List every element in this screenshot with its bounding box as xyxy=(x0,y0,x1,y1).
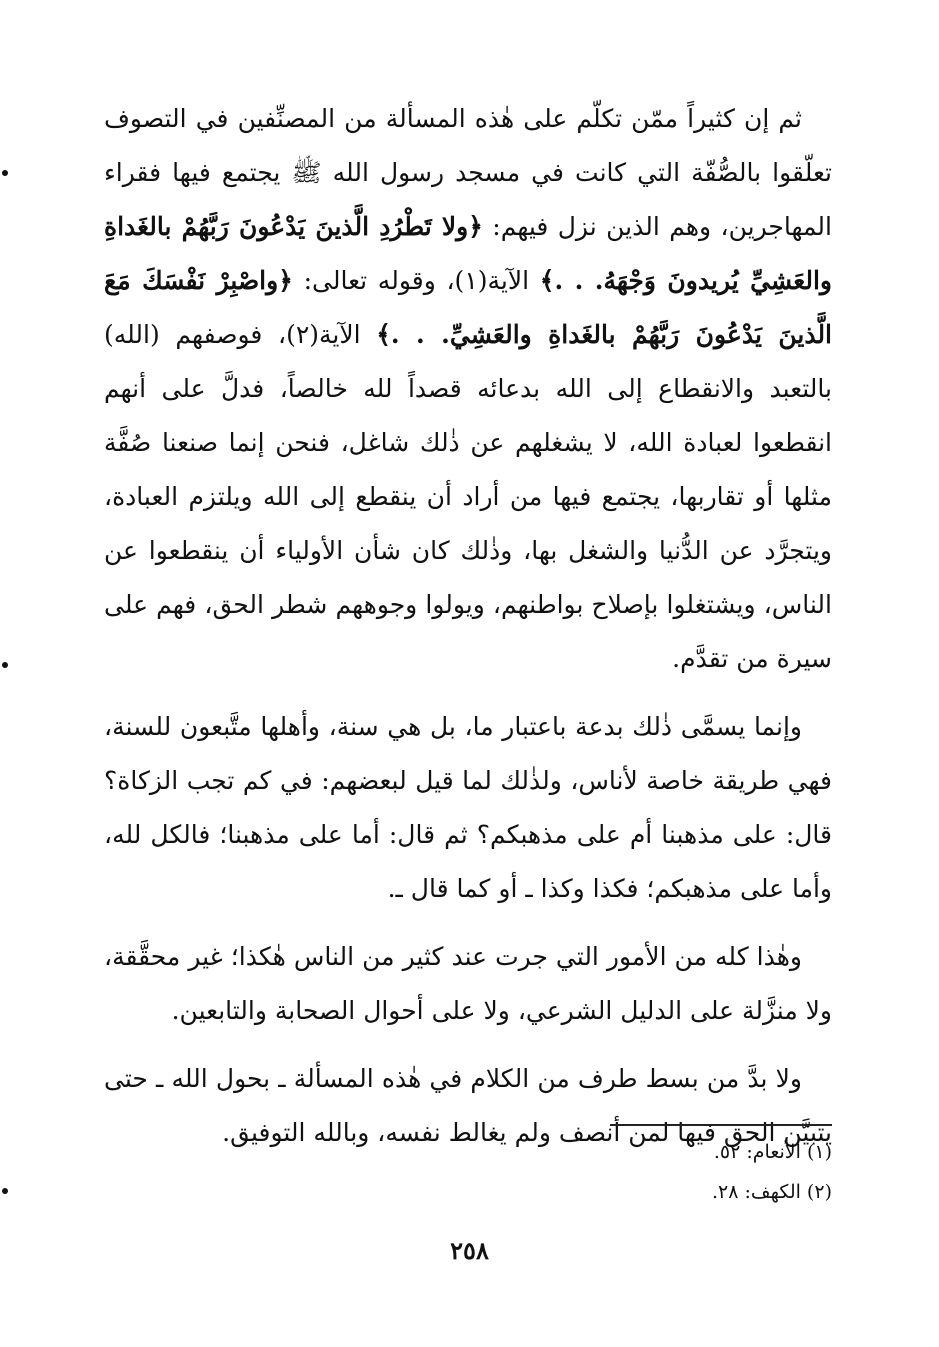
text-segment: ولا بدَّ من بسط طرف من الكلام في هٰذه المسألة ـ بحول الله ـ حتى يتبيَّن الحق فيها لمن أنصف ولم يغالط نفسه، وبالله التوفيق. xyxy=(104,1064,832,1147)
text-segment: الآية(٢)، فوصفهم (الله) بالتعبد والانقطاع إلى الله بدعائه قصداً لله خالصاً، فدلَّ على أنهم انقطعوا لعبادة الله، لا يشغلهم عن ذٰلك شاغل، فنحن إنما صنعنا صُفَّة مثلها أو تقاربها، يجتمع فيها من أراد أن ينقطع إلى الله ويلتزم العبادة، ويتجرَّد عن الدُّنيا والشغل بها، وذٰلك كان شأن الأولياء أن ينقطعوا عن الناس، ويشتغلوا بإصلاح بواطنهم، ويولوا وجوههم شطر الحق، فهم على سيرة من تقدَّم. xyxy=(104,320,832,673)
text-segment: وهٰذا كله من الأمور التي جرت عند كثير من الناس هٰكذا؛ غير محقَّقة، ولا منزَّلة على الدليل الشرعي، ولا على أحوال الصحابة والتابعين. xyxy=(104,942,832,1025)
scan-mark xyxy=(2,170,8,176)
footnote-separator xyxy=(610,1124,832,1126)
main-text xyxy=(104,92,832,1174)
paragraph xyxy=(104,930,832,1038)
scan-mark xyxy=(2,662,8,668)
paragraph xyxy=(104,92,832,686)
quran-verse: ﴿واصْبِرْ نَفْسَكَ مَعَ الَّذينَ يَدْعُونَ رَبَّهُمْ بالغَداةِ والعَشِيِّ. . .﴾ xyxy=(104,266,833,349)
footnote: (٢) الكهف: ٢٨. xyxy=(712,1181,832,1203)
scan-mark xyxy=(2,1188,8,1194)
text-segment: ثم إن كثيراً ممّن تكلّم على هٰذه المسألة من المصنِّفين في التصوف تعلّقوا بالصُّفّة التي كانت في مسجد رسول الله ﷺ يجتمع فيها فقراء المهاجرين، وهم الذين نزل فيهم: xyxy=(104,104,832,241)
footnote: (١) الأنعام: ٥٢. xyxy=(713,1141,832,1163)
page-number: ٢٥٨ xyxy=(450,1236,489,1265)
text-segment: وإنما يسمَّى ذٰلك بدعة باعتبار ما، بل هي سنة، وأهلها متَّبعون للسنة، فهي طريقة خاصة لأناس، ولذٰلك لما قيل لبعضهم: في كم تجب الزكاة؟ قال: على مذهبنا أم على مذهبكم؟ ثم قال: أما على مذهبنا؛ فالكل لله، وأما على مذهبكم؛ فكذا وكذا ـ أو كما قال ـ. xyxy=(104,712,832,903)
text-segment: الآية(١)، وقوله تعالى: xyxy=(292,266,540,295)
footnotes xyxy=(432,1132,832,1212)
quran-verse: ﴿ولا تَطْرُدِ الَّذينَ يَدْعُونَ رَبَّهُمْ بالغَداةِ والعَشِيِّ يُريدونَ وَجْهَهُ. . .﴾ xyxy=(104,212,832,295)
paragraph xyxy=(104,700,832,916)
